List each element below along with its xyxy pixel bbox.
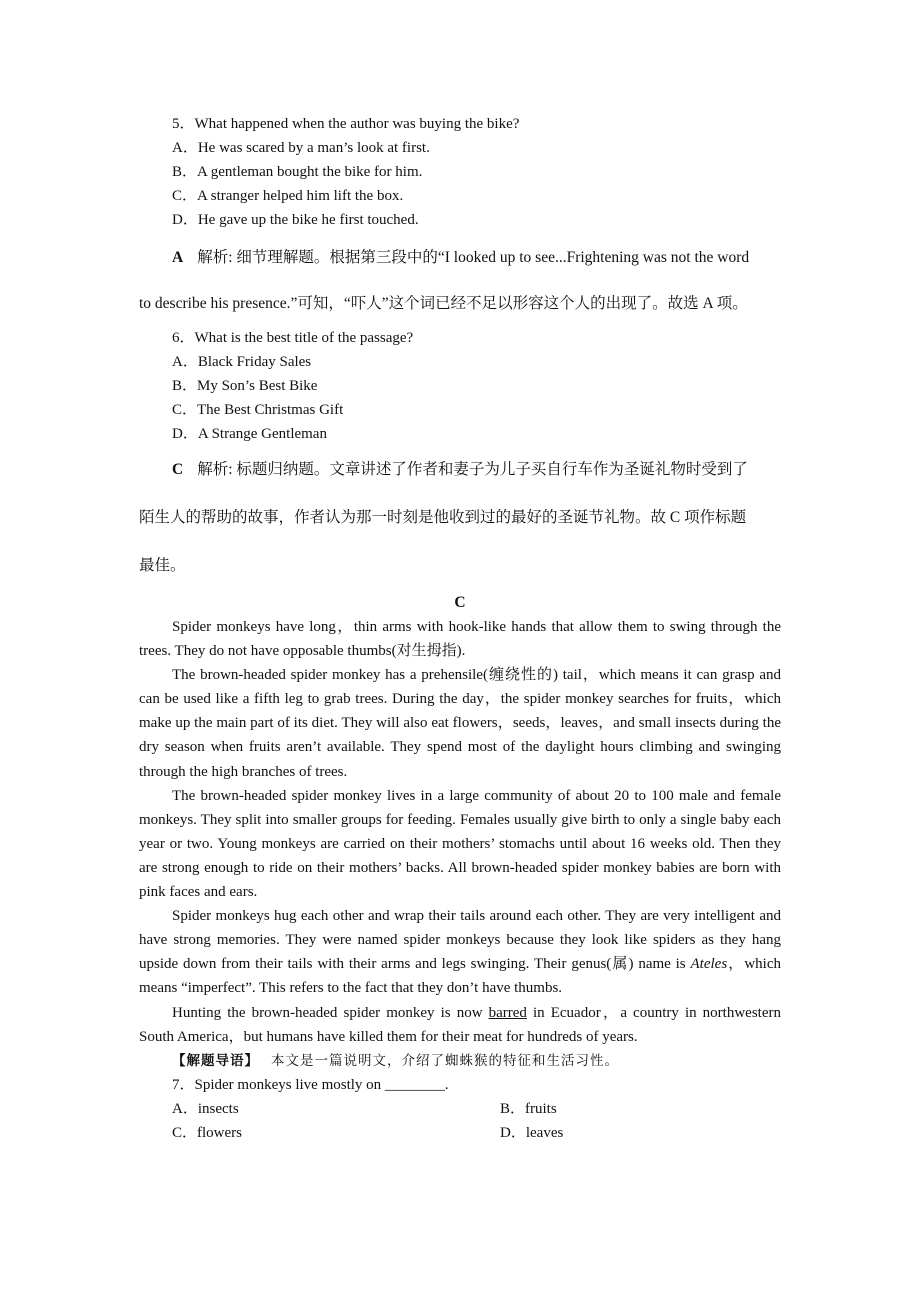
q5-option-b: B．A gentleman bought the bike for him.: [172, 164, 423, 180]
q7-option-a: A．insects: [172, 1100, 239, 1117]
p5-text-a: Hunting the brown-headed spider monkey is now: [172, 1004, 489, 1021]
q6-option-c: C．The Best Christmas Gift: [172, 402, 344, 418]
q6-analysis-line-3: 最佳。: [139, 557, 186, 574]
q6-option-d: D．A Strange Gentleman: [172, 426, 327, 442]
q5-option-c: C．A stranger helped him lift the box.: [172, 188, 404, 204]
q6-answer-key: C: [172, 461, 184, 478]
q6-option-b: B．My Son’s Best Bike: [172, 378, 318, 394]
guide-tag: 【解题导语】: [172, 1052, 259, 1069]
genus-name: Ateles: [690, 956, 728, 973]
q7-option-c: C．flowers: [172, 1124, 242, 1141]
guide-text: 本文是一篇说明文，介绍了蜘蛛猴的特征和生活习性。: [271, 1052, 619, 1069]
q6-analysis-text-1: 解析: 标题归纳题。文章讲述了作者和妻子为儿子买自行车作为圣诞礼物时受到了: [197, 461, 748, 478]
passage-paragraph-2: The brown-headed spider monkey has a prehensile(缠绕性的) tail，which means it can grasp and can be used like a fifth leg to grab trees. During the day，the spider monkey searches for fruits，which make up the main part of its diet. They will also eat flowers，seeds，leaves，and small insects during the dry season when fruits aren’t available. They spend most of the daylight hours climbing and swinging through the high branches of trees.: [139, 667, 781, 780]
q5-option-d: D．He gave up the bike he first touched.: [172, 212, 419, 228]
q7-option-d: D．leaves: [500, 1124, 564, 1141]
passage-paragraph-4: [139, 904, 781, 1000]
p4-text-b: ，which means “imperfect”. This refers to the fact that they don’t have thumbs.: [139, 956, 781, 997]
q6-analysis-line-1: [139, 446, 781, 494]
document-page: [139, 112, 781, 1145]
q6-option-a: A．Black Friday Sales: [172, 354, 312, 370]
p5-text-b: in Ecuador，a country in northwestern South America，but humans have killed them for their meat for hundreds of years.: [139, 1004, 781, 1045]
section-c-heading: C: [454, 594, 466, 611]
reading-guide: [139, 1049, 781, 1073]
q5-option-a: A．He was scared by a man’s look at first.: [172, 140, 430, 156]
passage-paragraph-3: The brown-headed spider monkey lives in a large community of about 20 to 100 male and female monkeys. They split into smaller groups for feeding. Females usually give birth to only a single baby each year or two. Young monkeys are carried on their mothers’ stomachs until about 16 weeks old. Then they are strong enough to ride on their mothers’ backs. All brown-headed spider monkey babies are born with pink faces and ears.: [139, 787, 781, 901]
q7-option-b: B．fruits: [500, 1100, 557, 1117]
p4-text-a: Spider monkeys hug each other and wrap their tails around each other. They are very intelligent and have strong memories. They were named spider monkeys because they look like spiders as they hang upside down from their tails with their arms and legs swinging. Their genus(属) name is: [139, 908, 781, 973]
underlined-word: barred: [488, 1004, 527, 1021]
question-6: 6．What is the best title of the passage?: [172, 330, 414, 346]
q5-analysis-line-1: [139, 234, 781, 282]
passage-paragraph-1: Spider monkeys have long，thin arms with hook-like hands that allow them to swing through the trees. They do not have opposable thumbs(对生拇指).: [139, 619, 781, 660]
q5-answer-key: A: [172, 249, 184, 266]
q7-options-row-1: [139, 1097, 781, 1121]
q7-options-row-2: [139, 1121, 781, 1145]
question-7: 7．Spider monkeys live mostly on ________.: [172, 1076, 449, 1093]
q6-analysis-line-2: 陌生人的帮助的故事，作者认为那一时刻是他收到过的最好的圣诞节礼物。故 C 项作标题: [139, 509, 747, 526]
q5-analysis-text-1: 解析: 细节理解题。根据第三段中的“I looked up to see...Frightening was not the word: [197, 249, 750, 266]
q5-analysis-line-2: to describe his presence.”可知，“吓人”这个词已经不足以形容这个人的出现了。故选 A 项。: [139, 295, 748, 312]
question-5: 5．What happened when the author was buying the bike?: [172, 116, 520, 132]
passage-paragraph-5: [139, 1001, 781, 1049]
